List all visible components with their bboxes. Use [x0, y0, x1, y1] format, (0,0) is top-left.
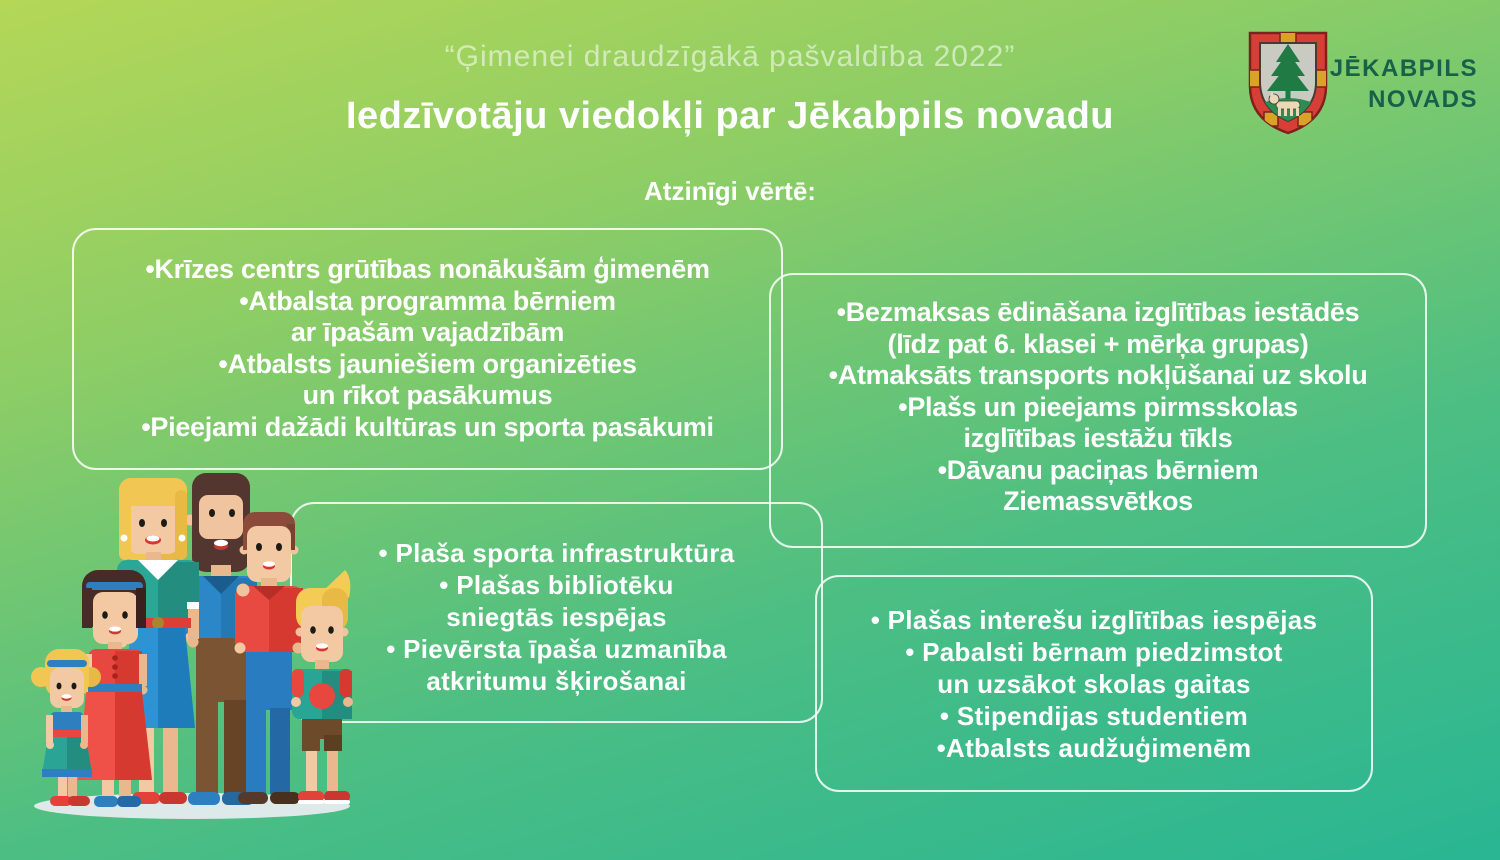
bullet-line: (līdz pat 6. klasei + mērķa grupas)	[887, 328, 1309, 359]
municipality-name-line2: NOVADS	[1368, 86, 1478, 113]
bullet-line: • Plašas bibliotēku	[439, 570, 674, 600]
award-quote: “Ģimenei draudzīgākā pašvaldība 2022”	[444, 40, 1016, 73]
young-boy-figure	[291, 570, 353, 804]
bullet-line: •Dāvanu paciņas bērniem	[937, 454, 1259, 485]
bullet-line: •Atbalsts audžuģimenēm	[936, 733, 1252, 763]
opinion-box-bottom-right	[815, 575, 1373, 792]
page-title: Iedzīvotāju viedokļi par Jēkabpils novadu	[345, 95, 1115, 137]
bullet-line: atkritumu šķirošanai	[426, 666, 687, 696]
municipality-name-line1: JĒKABPILS	[1329, 55, 1478, 82]
opinion-box-top-right	[769, 273, 1427, 548]
bullet-line: •Atbalsta programma bērniem	[239, 285, 616, 316]
bullet-line: izglītības iestāžu tīkls	[963, 423, 1233, 453]
bullet-line: • Plašas interešu izglītības iespējas	[870, 605, 1318, 635]
bullet-line: • Stipendijas studentiem	[939, 701, 1249, 731]
bullet-line: un rīkot pasākumus	[302, 380, 553, 410]
bullet-line: • Pievērsta īpaša uzmanība	[386, 634, 727, 664]
bullet-line: sniegtās iespējas	[446, 602, 667, 632]
bullet-line: ar īpašām vajadzībām	[290, 317, 565, 347]
bullet-line: • Pabalsti bērnam piedzimstot	[905, 637, 1283, 667]
bullet-line: •Plašs un pieejams pirmsskolas	[898, 391, 1298, 422]
bullet-line: •Atmaksāts transports nokļūšanai uz skolu	[828, 360, 1368, 390]
family-illustration	[0, 450, 380, 860]
section-label: Atzinīgi vērtē:	[644, 176, 816, 206]
bullet-line: Ziemassvētkos	[1003, 486, 1193, 516]
bullet-line: • Plaša sporta infrastruktūra	[378, 538, 735, 568]
opinion-box-top-left	[72, 228, 783, 470]
bullet-line: un uzsākot skolas gaitas	[937, 669, 1251, 699]
bullet-line: •Krīzes centrs grūtības nonākušām ģimenēm	[145, 254, 710, 284]
bullet-line: •Pieejami dažādi kultūras un sporta pasākumi	[141, 411, 714, 442]
bullet-line: •Bezmaksas ēdināšana izglītības iestādēs	[836, 297, 1360, 327]
municipality-name	[1330, 53, 1478, 115]
bullet-line: •Atbalsts jauniešiem organizēties	[218, 348, 637, 379]
coat-of-arms-icon	[1243, 30, 1333, 136]
